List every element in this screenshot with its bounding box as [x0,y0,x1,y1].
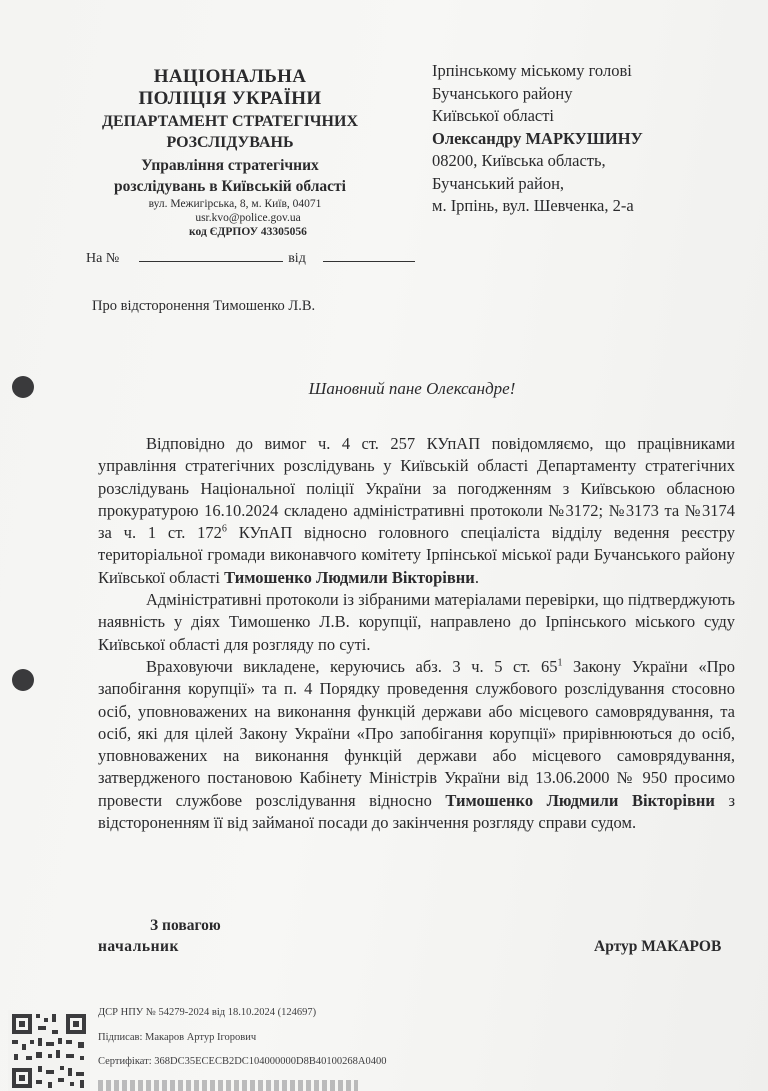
paragraph-text: з відстороненням її від займаної посади до закінчення розгляду справи судом. [98,790,735,833]
addressee-block [432,60,732,218]
letterhead [60,66,400,239]
signer-name: Артур МАКАРОВ [594,938,722,955]
dept-name-line-2: РОЗСЛІДУВАНЬ [166,134,294,151]
e-stamp-cut-line [98,1080,358,1091]
paragraph-text: КУпАП відносно головного спеціаліста відділу ведення реєстру територіальної громади виконавчого комітету Ірпінської міської ради Бучанського району Київської області [98,523,735,587]
org-name-line-1: НАЦІОНАЛЬНА [153,66,307,87]
qr-code [8,1010,90,1091]
superscript: 1 [557,657,563,669]
person-name: Тимошенко Людмили Вікторівни [224,567,475,587]
paragraph [98,433,735,589]
person-name: Тимошенко Людмили Вікторівни [445,790,715,810]
dept-name-line-1: ДЕПАРТАМЕНТ СТРАТЕГІЧНИХ [101,113,358,130]
e-stamp-line: Сертифікат: 368DC35ECECB2DC104000000D8B40100268A0400 [98,1056,387,1067]
no-label: На № [86,251,120,266]
org-address: вул. Межигірська, 8, м. Київ, 04071 [148,198,322,210]
division-line-2: розслідувань в Київській області [114,178,346,195]
reference-number-blank [139,247,283,262]
paragraph-text: Закону України «Про запобігання корупції» та п. 4 Порядку проведення службового розслідування стосовно осіб, уповноважених на виконання функцій держави або місцевого самоврядування, та осіб, які для цілей Закону України «Про запобігання корупції» прирівнюються до осіб, уповноважених на виконання функцій держави або місцевого самоврядування, затвердженого постановою Кабінету Міністрів України від 13.06.2000 № 950 просимо провести службове розслідування відносно [98,656,735,810]
paragraph [98,656,735,834]
addressee-line: Бучанського району [432,83,573,103]
division-line-1: Управління стратегічних [141,157,319,174]
reference-date-blank [323,247,415,262]
paragraph-text: . [474,567,479,587]
superscript: 6 [221,523,227,535]
from-label: від [288,251,306,266]
letter-subject: Про відсторонення Тимошенко Л.В. [92,298,316,314]
greeting: Шановний пане Олександре! [308,379,516,398]
letter-body [98,433,735,834]
org-name-line-2: ПОЛІЦІЯ УКРАЇНИ [138,88,322,109]
closing-regards: З повагою [150,917,221,934]
org-email: usr.kvo@police.gov.ua [195,212,301,224]
punch-hole [12,669,34,691]
paragraph-text: Враховуючи викладене, керуючись абз. 3 ч. 5 ст. 65 [146,656,558,676]
addressee-line: Київської області [432,106,555,125]
signer-position: начальник [98,938,179,955]
org-edrpou: код ЄДРПОУ 43305056 [189,226,307,238]
paragraph-text: Відповідно до вимог ч. 4 ст. 257 КУпАП повідомляємо, що працівниками управління стратегічних розслідувань у Київській області Департаменту стратегічних розслідувань Національної поліції України за погодженням з Київською обласною прокуратурою 16.10.2024 складено адміністративні протоколи №3172; №3173 та №3174 за ч. 1 ст. 172 [98,434,735,543]
addressee-line: Ірпінському міському голові [432,61,632,80]
addressee-line: м. Ірпінь, вул. Шевченка, 2-а [432,196,634,215]
addressee-name: Олександру МАРКУШИНУ [432,128,643,148]
reference-number-row [86,247,415,267]
e-stamp-line: Підписав: Макаров Артур Ігорович [98,1032,257,1043]
addressee-line: 08200, Київська область, [432,151,606,170]
e-stamp-line: ДСР НПУ № 54279-2024 від 18.10.2024 (124697) [98,1007,317,1018]
addressee-line: Бучанський район, [432,173,565,193]
paragraph: Адміністративні протоколи із зібраними матеріалами перевірки, що підтверджують наявність у діях Тимошенко Л.В. корупції, направлено до Ірпінського міського суду Київської області для розгляду по суті. [98,590,735,654]
